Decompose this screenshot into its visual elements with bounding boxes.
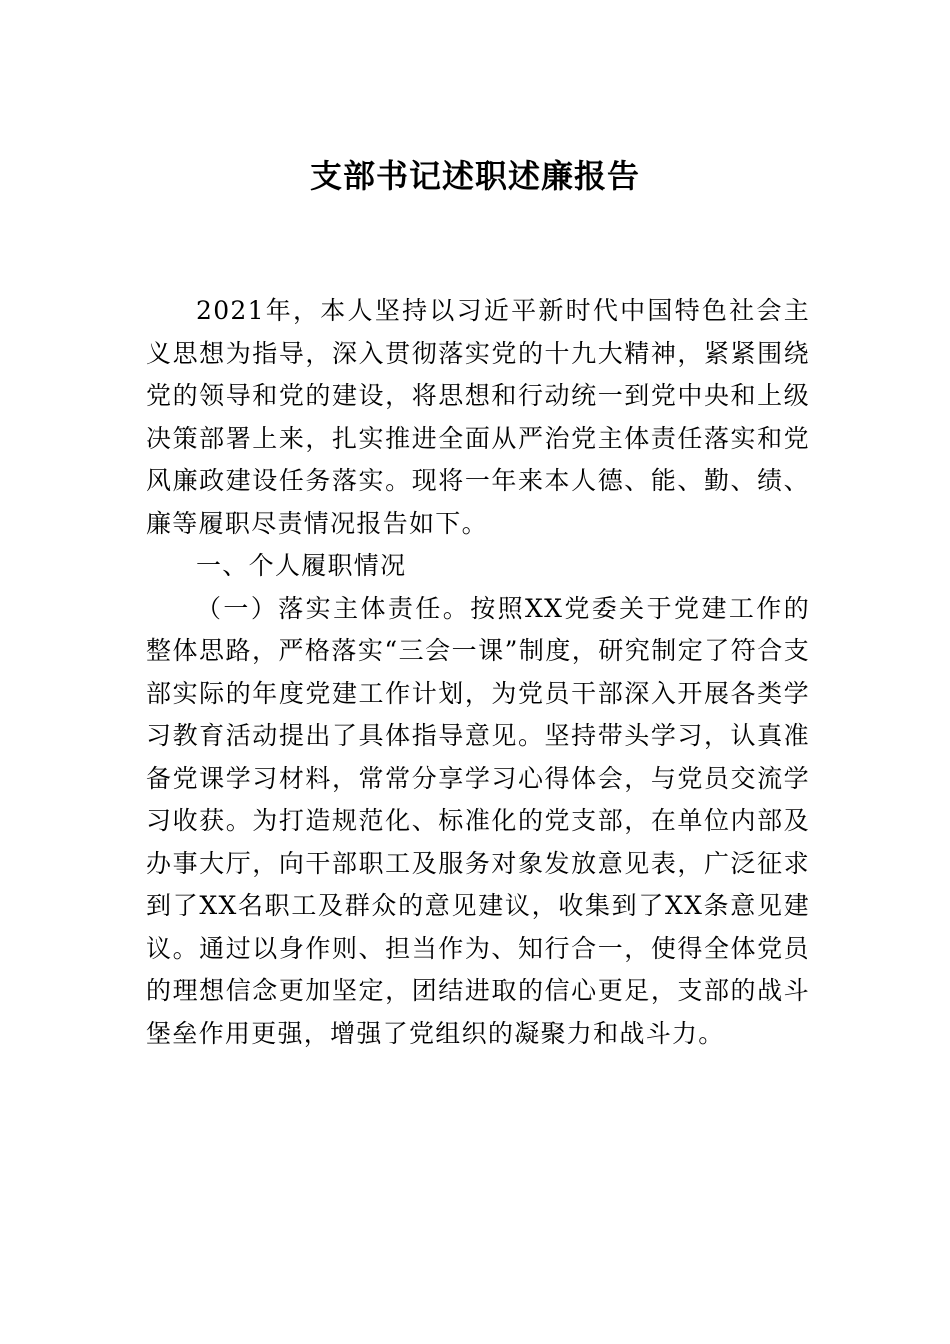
document-title: 支部书记述职述廉报告 — [309, 157, 640, 195]
intro-paragraph: 2021年，本人坚持以习近平新时代中国特色社会主义思想为指导，深入贯彻落实党的十九大精神，紧紧围绕党的领导和党的建设，将思想和行动统一到党中央和上级决策部署上来，扎实推进全面从严治党主体责任落实和党风廉政建设任务落实。现将一年来本人德、能、勤、绩、廉等履职尽责情况报告如下。 — [146, 296, 810, 538]
section-heading: 一、个人履职情况 — [196, 551, 407, 580]
document-body — [146, 290, 810, 1055]
body-paragraph: （一）落实主体责任。按照XX党委关于党建工作的整体思路，严格落实“三会一课”制度，研究制定了符合支部实际的年度党建工作计划，为党员干部深入开展各类学习教育活动提出了具体指导意见。坚持带头学习，认真准备党课学习材料，常常分享学习心得体会，与党员交流学习收获。为打造规范化、标准化的党支部，在单位内部及办事大厅，向干部职工及服务对象发放意见表，广泛征求到了XX名职工及群众的意见建议，收集到了XX条意见建议。通过以身作则、担当作为、知行合一，使得全体党员的理想信念更加坚定，团结进取的信心更足，支部的战斗堡垒作用更强，增强了党组织的凝聚力和战斗力。 — [146, 593, 810, 1048]
